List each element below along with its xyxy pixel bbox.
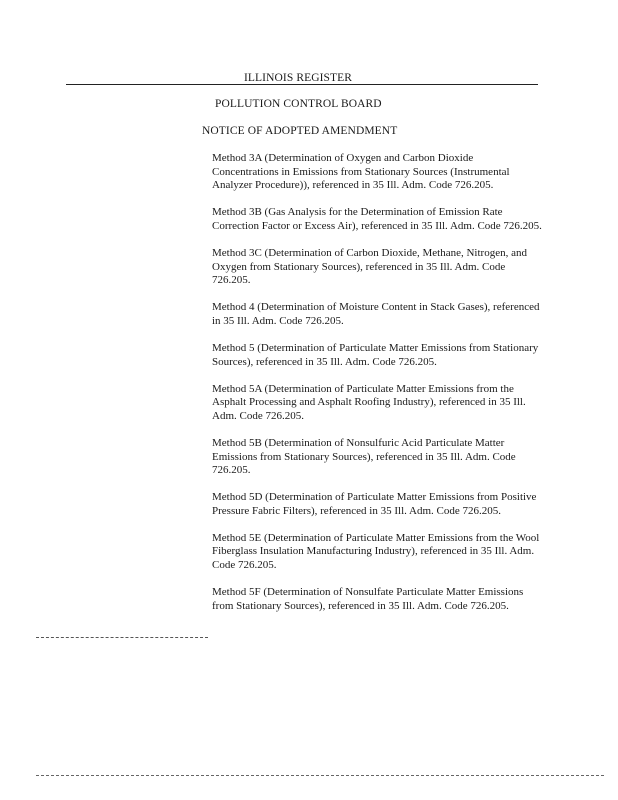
method-list: [212, 152, 542, 627]
notice-heading: NOTICE OF ADOPTED AMENDMENT: [202, 125, 398, 137]
method-item: Method 3A (Determination of Oxygen and Carbon Dioxide Concentrations in Emissions from Stationary Sources (Instrumental Analyzer Procedure)), referenced in 35 Ill. Adm. Code 726.205.: [212, 152, 510, 192]
method-item: Method 5A (Determination of Particulate Matter Emissions from the Asphalt Processing and Asphalt Roofing Industry), referenced in 35 Ill. Adm. Code 726.205.: [212, 382, 526, 422]
method-item: Method 5B (Determination of Nonsulfuric Acid Particulate Matter Emissions from Stationary Sources), referenced in 35 Ill. Adm. Code 726.205.: [212, 436, 516, 477]
register-title: ILLINOIS REGISTER: [244, 72, 353, 84]
method-item: Method 5 (Determination of Particulate Matter Emissions from Stationary Sources), referenced in 35 Ill. Adm. Code 726.205.: [212, 341, 539, 368]
footer-rule: [36, 775, 604, 776]
method-item: Method 5D (Determination of Particulate Matter Emissions from Positive Pressure Fabric Filters), referenced in 35 Ill. Adm. Code 726.205.: [212, 491, 537, 517]
method-item: Method 3B (Gas Analysis for the Determination of Emission Rate Correction Factor or Excess Air), referenced in 35 Ill. Adm. Code 726.205.: [212, 206, 542, 232]
scan-artifact-rule: [36, 637, 208, 638]
method-item: Method 5E (Determination of Particulate Matter Emissions from the Wool Fiberglass Insulation Manufacturing Industry), referenced in 35 Ill. Adm. Code 726.205.: [212, 531, 540, 572]
method-item: Method 3C (Determination of Carbon Dioxide, Methane, Nitrogen, and Oxygen from Stationary Sources), referenced in 35 Ill. Adm. Code 726.205.: [212, 246, 527, 287]
board-name: POLLUTION CONTROL BOARD: [215, 98, 382, 110]
method-item: Method 5F (Determination of Nonsulfate Particulate Matter Emissions from Stationary Sources), referenced in 35 Ill. Adm. Code 726.205.: [212, 586, 524, 612]
header-rule: [66, 84, 538, 85]
method-item: Method 4 (Determination of Moisture Content in Stack Gases), referenced in 35 Ill. Adm. Code 726.205.: [212, 301, 540, 327]
